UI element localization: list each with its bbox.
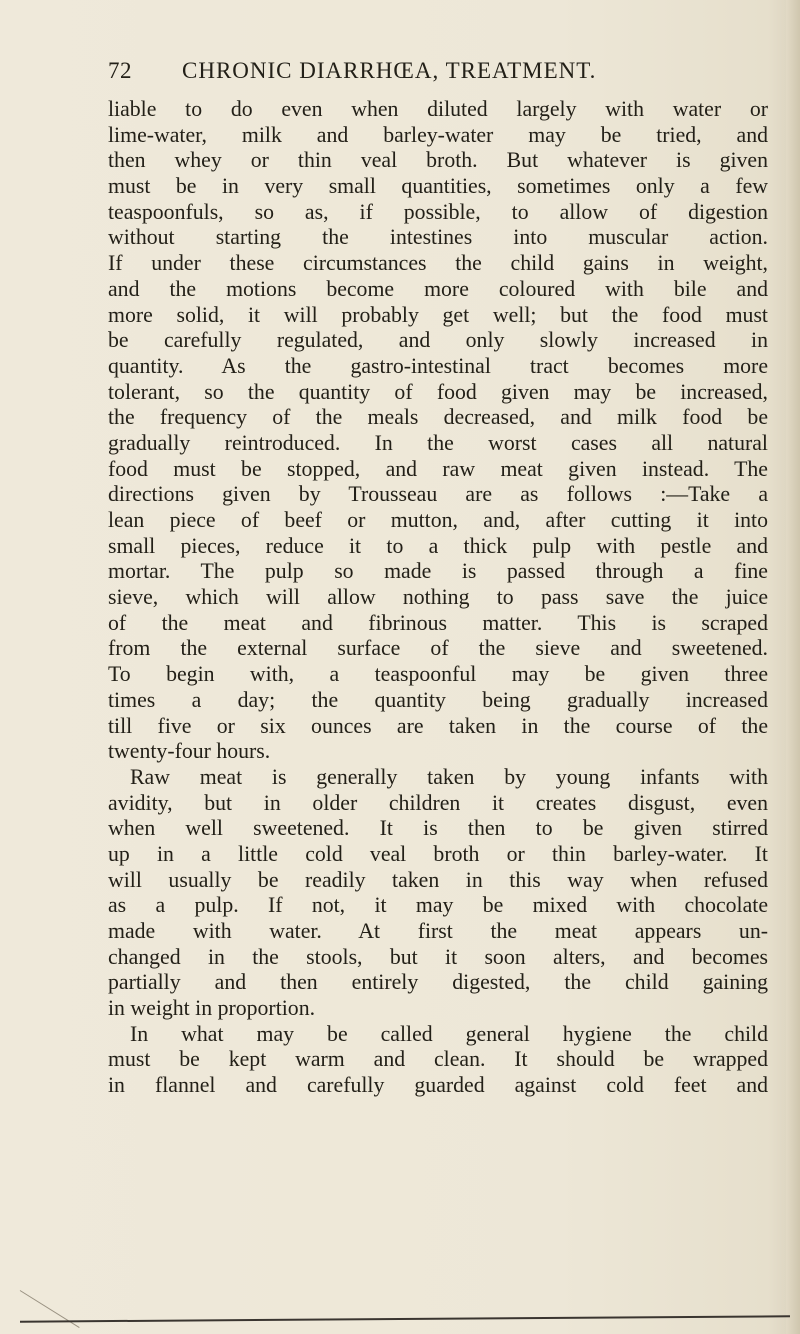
text-line: small pieces, reduce it to a thick pulp with pestle and bbox=[108, 533, 768, 558]
text-line: avidity, but in older children it creates disgust, even bbox=[108, 790, 768, 815]
bottom-edge-line bbox=[20, 1315, 790, 1322]
text-line: To begin with, a teaspoonful may be given three bbox=[108, 662, 768, 687]
text-line: made with water. At first the meat appears un- bbox=[108, 919, 768, 943]
page-edge-shadow bbox=[786, 0, 800, 1334]
text-line: times a day; the quantity being gradually increased bbox=[108, 687, 768, 712]
text-line: when well sweetened. It is then to be given stirred bbox=[108, 816, 768, 841]
text-line: changed in the stools, but it soon alters, and becomes bbox=[108, 944, 768, 969]
text-line: partially and then entirely digested, the child gaining bbox=[108, 970, 768, 995]
page-header bbox=[108, 58, 768, 92]
text-line: must be kept warm and clean. It should be wrapped bbox=[108, 1047, 768, 1072]
text-line: In what may be called general hygiene the child bbox=[130, 1021, 768, 1046]
text-line: till five or six ounces are taken in the course of the bbox=[108, 713, 768, 738]
text-line: mortar. The pulp so made is passed through a fine bbox=[108, 559, 768, 584]
text-line: twenty-four hours. bbox=[108, 739, 271, 764]
text-line: lean piece of beef or mutton, and, after cutting it into bbox=[108, 508, 768, 532]
text-line: be carefully regulated, and only slowly increased in bbox=[108, 328, 768, 353]
text-line: Raw meat is generally taken by young infants with bbox=[130, 764, 768, 789]
text-line: and the motions become more coloured with bile and bbox=[108, 276, 768, 301]
text-line: liable to do even when diluted largely with water or bbox=[108, 97, 768, 121]
text-line: directions given by Trousseau are as follows :—Take a bbox=[108, 482, 768, 507]
text-line: as a pulp. If not, it may be mixed with chocolate bbox=[108, 893, 768, 918]
text-line: tolerant, so the quantity of food given may be increased, bbox=[108, 379, 768, 404]
text-line: lime-water, milk and barley-water may be tried, and bbox=[108, 122, 768, 147]
text-line: must be in very small quantities, sometimes only a few bbox=[108, 174, 768, 199]
page-number: 72 bbox=[108, 58, 132, 83]
text-line: gradually reintroduced. In the worst cases all natural bbox=[108, 430, 768, 455]
running-head: CHRONIC DIARRHŒA, TREATMENT. bbox=[182, 58, 597, 83]
text-line: in flannel and carefully guarded against cold feet and bbox=[108, 1073, 768, 1098]
text-line: the frequency of the meals decreased, and milk food be bbox=[108, 405, 768, 430]
text-line: of the meat and fibrinous matter. This is scraped bbox=[108, 610, 768, 635]
text-line: more solid, it will probably get well; but the food must bbox=[108, 302, 768, 327]
text-line: sieve, which will allow nothing to pass save the juice bbox=[108, 585, 768, 610]
text-line: If under these circumstances the child gains in weight, bbox=[108, 251, 768, 276]
body-text bbox=[108, 97, 768, 1099]
text-line: without starting the intestines into muscular action. bbox=[108, 225, 768, 250]
text-line: quantity. As the gastro-intestinal tract becomes more bbox=[108, 353, 768, 378]
text-line: from the external surface of the sieve and sweetened. bbox=[108, 636, 768, 661]
text-line: up in a little cold veal broth or thin barley-water. It bbox=[108, 841, 768, 866]
text-line: then whey or thin veal broth. But whatever is given bbox=[108, 148, 768, 173]
text-line: will usually be readily taken in this way when refused bbox=[108, 867, 768, 892]
text-line: teaspoonfuls, so as, if possible, to allow of digestion bbox=[108, 199, 768, 224]
text-line: food must be stopped, and raw meat given instead. The bbox=[108, 456, 768, 481]
text-line: in weight in proportion. bbox=[108, 996, 316, 1021]
